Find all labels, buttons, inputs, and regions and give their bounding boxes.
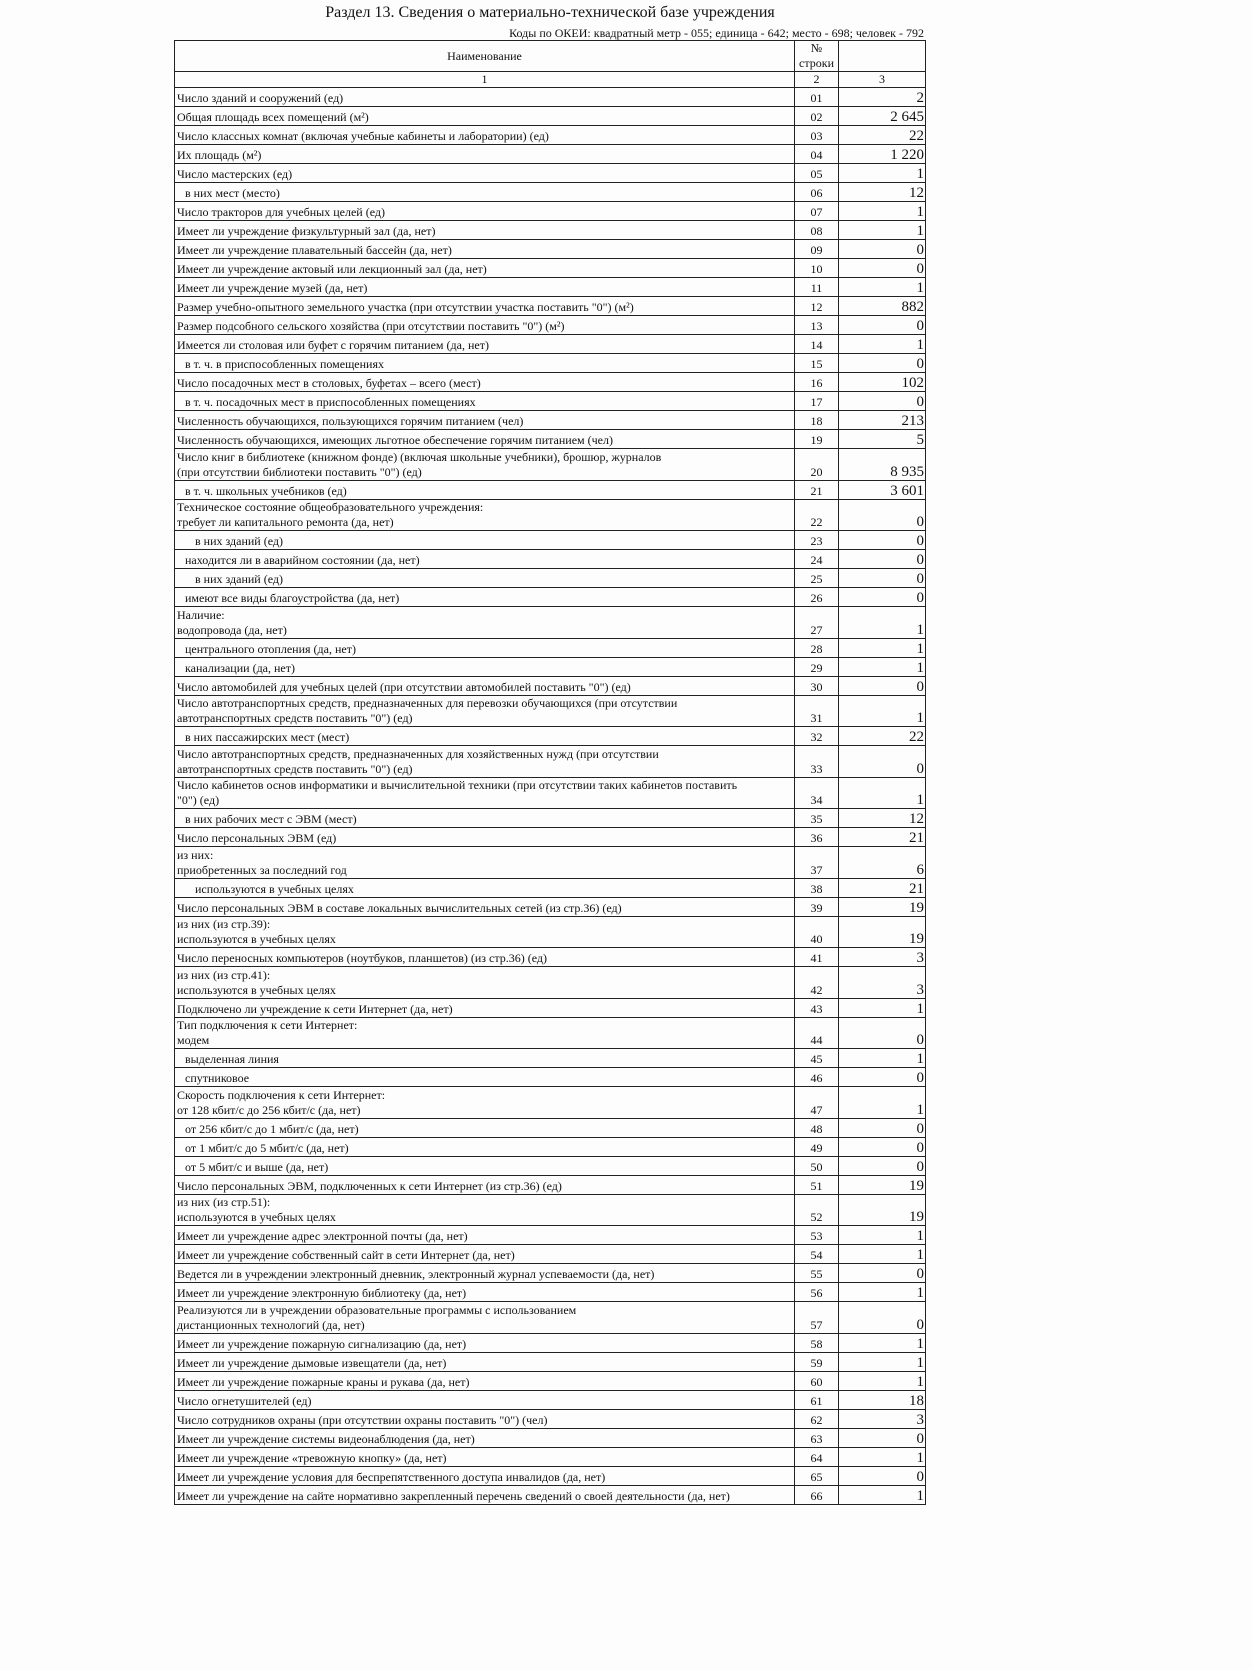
row-value: 1 (839, 1226, 926, 1245)
row-number: 27 (795, 607, 839, 639)
row-number: 25 (795, 569, 839, 588)
row-number: 54 (795, 1245, 839, 1264)
header-name: Наименование (175, 41, 795, 72)
row-name: Их площадь (м²) (175, 145, 795, 164)
row-name: в т. ч. школьных учебников (ед) (175, 480, 795, 499)
row-name: находится ли в аварийном состоянии (да, нет) (175, 550, 795, 569)
row-value: 0 (839, 1302, 926, 1334)
row-number: 29 (795, 657, 839, 676)
row-number: 26 (795, 588, 839, 607)
row-value: 0 (839, 569, 926, 588)
row-value: 19 (839, 1175, 926, 1194)
table-row (175, 1447, 926, 1466)
row-number: 57 (795, 1302, 839, 1334)
row-value: 0 (839, 499, 926, 531)
table-row (175, 145, 926, 164)
row-name: Имеет ли учреждение системы видеонаблюдения (да, нет) (175, 1428, 795, 1447)
table-row (175, 897, 926, 916)
table-row (175, 878, 926, 897)
row-name: Имеет ли учреждение адрес электронной почты (да, нет) (175, 1226, 795, 1245)
row-name: в них рабочих мест с ЭВМ (мест) (175, 809, 795, 828)
column-number-row (175, 72, 926, 88)
section-title: Раздел 13. Сведения о материально-технической базе учреждения (325, 4, 775, 21)
table-row (175, 1087, 926, 1119)
table-row (175, 695, 926, 727)
row-value: 0 (839, 392, 926, 411)
table-row (175, 411, 926, 430)
row-value: 1 (839, 1245, 926, 1264)
row-name: Техническое состояние общеобразовательного учреждения: требует ли капитального ремонта (да, нет) (175, 499, 795, 531)
row-name: Имеет ли учреждение актовый или лекционный зал (да, нет) (175, 259, 795, 278)
row-number: 36 (795, 828, 839, 847)
row-name: в них пассажирских мест (мест) (175, 727, 795, 746)
table-row (175, 1283, 926, 1302)
row-number: 37 (795, 847, 839, 879)
row-value: 0 (839, 1118, 926, 1137)
row-number: 22 (795, 499, 839, 531)
row-value: 0 (839, 1017, 926, 1049)
row-value: 1 (839, 221, 926, 240)
row-name: в т. ч. посадочных мест в приспособленных помещениях (175, 392, 795, 411)
table-row (175, 1428, 926, 1447)
row-value: 0 (839, 588, 926, 607)
table-row (175, 1137, 926, 1156)
row-name: из них (из стр.51): используются в учебных целях (175, 1194, 795, 1226)
row-value: 0 (839, 746, 926, 778)
row-name: Размер подсобного сельского хозяйства (при отсутствии поставить "0") (м²) (175, 316, 795, 335)
row-name: Тип подключения к сети Интернет: модем (175, 1017, 795, 1049)
row-name: Скорость подключения к сети Интернет: от 128 кбит/с до 256 кбит/с (да, нет) (175, 1087, 795, 1119)
row-value: 19 (839, 916, 926, 948)
table-row (175, 588, 926, 607)
table-row (175, 240, 926, 259)
row-value: 102 (839, 373, 926, 392)
row-name: Имеет ли учреждение собственный сайт в сети Интернет (да, нет) (175, 1245, 795, 1264)
row-value: 1 (839, 638, 926, 657)
row-number: 09 (795, 240, 839, 259)
row-number: 02 (795, 107, 839, 126)
table-row (175, 916, 926, 948)
row-name: центрального отопления (да, нет) (175, 638, 795, 657)
row-number: 15 (795, 354, 839, 373)
header-row (175, 41, 926, 72)
row-name: Наличие: водопровода (да, нет) (175, 607, 795, 639)
row-number: 60 (795, 1371, 839, 1390)
row-name: из них (из стр.39): используются в учебных целях (175, 916, 795, 948)
row-number: 51 (795, 1175, 839, 1194)
row-value: 1 (839, 1087, 926, 1119)
table-row (175, 1068, 926, 1087)
table-row (175, 1017, 926, 1049)
row-name: имеют все виды благоустройства (да, нет) (175, 588, 795, 607)
row-name: Численность обучающихся, имеющих льготное обеспечение горячим питанием (чел) (175, 430, 795, 449)
table-row (175, 354, 926, 373)
row-number: 42 (795, 967, 839, 999)
row-number: 30 (795, 676, 839, 695)
row-number: 32 (795, 727, 839, 746)
row-name: Число персональных ЭВМ (ед) (175, 828, 795, 847)
okei-codes: Коды по ОКЕИ: квадратный метр - 055; единица - 642; место - 698; человек - 792 (509, 26, 924, 40)
row-name: выделенная линия (175, 1049, 795, 1068)
row-name: Число автотранспортных средств, предназначенных для хозяйственных нужд (при отсутствии автотранспортных средств поставить "0") (ед) (175, 746, 795, 778)
column-number-3: 3 (839, 72, 926, 88)
row-name: Численность обучающихся, пользующихся горячим питанием (чел) (175, 411, 795, 430)
row-number: 65 (795, 1466, 839, 1485)
row-name: от 256 кбит/с до 1 мбит/с (да, нет) (175, 1118, 795, 1137)
row-value: 19 (839, 897, 926, 916)
table-row (175, 164, 926, 183)
row-name: Число персональных ЭВМ, подключенных к сети Интернет (из стр.36) (ед) (175, 1175, 795, 1194)
row-number: 45 (795, 1049, 839, 1068)
row-number: 64 (795, 1447, 839, 1466)
table-row (175, 1371, 926, 1390)
row-number: 53 (795, 1226, 839, 1245)
row-value: 1 (839, 1371, 926, 1390)
table-row (175, 746, 926, 778)
table-row (175, 392, 926, 411)
row-name: Число зданий и сооружений (ед) (175, 88, 795, 107)
row-value: 882 (839, 297, 926, 316)
row-name: Имеется ли столовая или буфет с горячим питанием (да, нет) (175, 335, 795, 354)
table-row (175, 259, 926, 278)
row-name: от 1 мбит/с до 5 мбит/с (да, нет) (175, 1137, 795, 1156)
row-name: Имеет ли учреждение дымовые извещатели (да, нет) (175, 1352, 795, 1371)
row-number: 23 (795, 531, 839, 550)
row-number: 50 (795, 1156, 839, 1175)
row-value: 21 (839, 878, 926, 897)
row-value: 0 (839, 550, 926, 569)
row-value: 0 (839, 1264, 926, 1283)
row-value: 12 (839, 809, 926, 828)
row-value: 0 (839, 1466, 926, 1485)
table-row (175, 335, 926, 354)
table-row (175, 1175, 926, 1194)
row-name: в них зданий (ед) (175, 531, 795, 550)
row-name: Реализуются ли в учреждении образовательные программы с использованием дистанционных технологий (да, нет) (175, 1302, 795, 1334)
row-number: 40 (795, 916, 839, 948)
row-value: 0 (839, 1068, 926, 1087)
row-number: 39 (795, 897, 839, 916)
row-value: 0 (839, 354, 926, 373)
row-name: Имеет ли учреждение физкультурный зал (да, нет) (175, 221, 795, 240)
row-number: 19 (795, 430, 839, 449)
row-value: 3 (839, 1409, 926, 1428)
header-value (839, 41, 926, 72)
row-name: Имеет ли учреждение на сайте нормативно закрепленный перечень сведений о своей деятельности (да, нет) (175, 1485, 795, 1504)
row-name: Ведется ли в учреждении электронный дневник, электронный журнал успеваемости (да, нет) (175, 1264, 795, 1283)
row-name: от 5 мбит/с и выше (да, нет) (175, 1156, 795, 1175)
row-value: 1 (839, 1333, 926, 1352)
row-name: Подключено ли учреждение к сети Интернет (да, нет) (175, 998, 795, 1017)
row-value: 1 (839, 278, 926, 297)
table-row (175, 727, 926, 746)
row-number: 24 (795, 550, 839, 569)
row-number: 47 (795, 1087, 839, 1119)
row-number: 10 (795, 259, 839, 278)
row-name: спутниковое (175, 1068, 795, 1087)
row-name: Имеет ли учреждение музей (да, нет) (175, 278, 795, 297)
row-value: 1 (839, 1283, 926, 1302)
row-value: 1 (839, 657, 926, 676)
row-name: в них зданий (ед) (175, 569, 795, 588)
row-number: 61 (795, 1390, 839, 1409)
table-row (175, 107, 926, 126)
row-name: Число огнетушителей (ед) (175, 1390, 795, 1409)
row-number: 16 (795, 373, 839, 392)
row-number: 46 (795, 1068, 839, 1087)
row-number: 01 (795, 88, 839, 107)
row-number: 04 (795, 145, 839, 164)
row-number: 56 (795, 1283, 839, 1302)
row-value: 22 (839, 126, 926, 145)
table-row (175, 1485, 926, 1504)
row-number: 05 (795, 164, 839, 183)
table-row (175, 1333, 926, 1352)
row-number: 11 (795, 278, 839, 297)
row-number: 55 (795, 1264, 839, 1283)
row-value: 1 220 (839, 145, 926, 164)
table-row (175, 88, 926, 107)
table-row (175, 221, 926, 240)
row-value: 1 (839, 202, 926, 221)
row-value: 213 (839, 411, 926, 430)
table-row (175, 1302, 926, 1334)
row-name: Число тракторов для учебных целей (ед) (175, 202, 795, 221)
row-value: 19 (839, 1194, 926, 1226)
row-value: 22 (839, 727, 926, 746)
row-name: Число автомобилей для учебных целей (при отсутствии автомобилей поставить "0") (ед) (175, 676, 795, 695)
column-number-1: 1 (175, 72, 795, 88)
row-number: 21 (795, 480, 839, 499)
row-name: Число автотранспортных средств, предназначенных для перевозки обучающихся (при отсутствии автотранспортных средств поставить "0") (ед) (175, 695, 795, 727)
row-name: Число посадочных мест в столовых, буфетах – всего (мест) (175, 373, 795, 392)
row-number: 07 (795, 202, 839, 221)
row-value: 3 (839, 948, 926, 967)
row-name: Имеет ли учреждение условия для беспрепятственного доступа инвалидов (да, нет) (175, 1466, 795, 1485)
row-number: 62 (795, 1409, 839, 1428)
table-row (175, 373, 926, 392)
table-row (175, 297, 926, 316)
table-row (175, 1466, 926, 1485)
table-row (175, 1245, 926, 1264)
row-value: 3 (839, 967, 926, 999)
row-number: 49 (795, 1137, 839, 1156)
row-number: 66 (795, 1485, 839, 1504)
table-row (175, 449, 926, 481)
row-number: 33 (795, 746, 839, 778)
table-row (175, 430, 926, 449)
row-number: 18 (795, 411, 839, 430)
table-row (175, 126, 926, 145)
row-number: 08 (795, 221, 839, 240)
table-row (175, 1118, 926, 1137)
row-value: 2 645 (839, 107, 926, 126)
row-number: 38 (795, 878, 839, 897)
table-row (175, 1049, 926, 1068)
row-value: 5 (839, 430, 926, 449)
row-name: Число персональных ЭВМ в составе локальных вычислительных сетей (из стр.36) (ед) (175, 897, 795, 916)
row-name: Имеет ли учреждение пожарную сигнализацию (да, нет) (175, 1333, 795, 1352)
table-row (175, 1156, 926, 1175)
table-row (175, 499, 926, 531)
row-name: Число сотрудников охраны (при отсутствии охраны поставить "0") (чел) (175, 1409, 795, 1428)
table-row (175, 1409, 926, 1428)
row-number: 44 (795, 1017, 839, 1049)
table-row (175, 569, 926, 588)
table-row (175, 1352, 926, 1371)
row-value: 21 (839, 828, 926, 847)
row-name: Число кабинетов основ информатики и вычислительной техники (при отсутствии таких кабинетов поставить "0") (ед) (175, 777, 795, 809)
row-name: в т. ч. в приспособленных помещениях (175, 354, 795, 373)
row-name: канализации (да, нет) (175, 657, 795, 676)
row-name: Общая площадь всех помещений (м²) (175, 107, 795, 126)
row-value: 1 (839, 1447, 926, 1466)
row-value: 1 (839, 998, 926, 1017)
row-number: 12 (795, 297, 839, 316)
row-value: 1 (839, 1485, 926, 1504)
table-row (175, 278, 926, 297)
row-value: 12 (839, 183, 926, 202)
row-number: 13 (795, 316, 839, 335)
row-name: Имеет ли учреждение пожарные краны и рукава (да, нет) (175, 1371, 795, 1390)
table-row (175, 676, 926, 695)
row-number: 52 (795, 1194, 839, 1226)
row-number: 20 (795, 449, 839, 481)
table-row (175, 1194, 926, 1226)
row-number: 14 (795, 335, 839, 354)
row-value: 6 (839, 847, 926, 879)
row-number: 31 (795, 695, 839, 727)
table-row (175, 657, 926, 676)
row-value: 0 (839, 1428, 926, 1447)
row-value: 2 (839, 88, 926, 107)
table-row (175, 183, 926, 202)
row-value: 0 (839, 676, 926, 695)
row-number: 03 (795, 126, 839, 145)
material-base-table (174, 40, 926, 1505)
row-value: 18 (839, 1390, 926, 1409)
row-value: 1 (839, 164, 926, 183)
table-row (175, 967, 926, 999)
table-row (175, 1264, 926, 1283)
row-number: 48 (795, 1118, 839, 1137)
row-number: 35 (795, 809, 839, 828)
row-name: Имеет ли учреждение электронную библиотеку (да, нет) (175, 1283, 795, 1302)
row-name: Число классных комнат (включая учебные кабинеты и лаборатории) (ед) (175, 126, 795, 145)
row-name: в них мест (место) (175, 183, 795, 202)
table-row (175, 998, 926, 1017)
table-row (175, 948, 926, 967)
row-value: 1 (839, 1352, 926, 1371)
table-row (175, 828, 926, 847)
row-name: Размер учебно-опытного земельного участка (при отсутствии участка поставить "0") (м²) (175, 297, 795, 316)
row-value: 0 (839, 316, 926, 335)
row-value: 0 (839, 531, 926, 550)
row-value: 0 (839, 1137, 926, 1156)
row-number: 06 (795, 183, 839, 202)
table-row (175, 607, 926, 639)
row-value: 8 935 (839, 449, 926, 481)
row-name: используются в учебных целях (175, 878, 795, 897)
table-row (175, 531, 926, 550)
row-number: 34 (795, 777, 839, 809)
header-row-no: № строки (795, 41, 839, 72)
row-name: из них: приобретенных за последний год (175, 847, 795, 879)
row-number: 63 (795, 1428, 839, 1447)
row-value: 1 (839, 777, 926, 809)
column-number-2: 2 (795, 72, 839, 88)
row-value: 3 601 (839, 480, 926, 499)
table-row (175, 638, 926, 657)
table-row (175, 1390, 926, 1409)
row-number: 59 (795, 1352, 839, 1371)
row-value: 1 (839, 695, 926, 727)
row-name: Имеет ли учреждение плавательный бассейн (да, нет) (175, 240, 795, 259)
table-row (175, 809, 926, 828)
row-value: 1 (839, 1049, 926, 1068)
table-row (175, 847, 926, 879)
row-number: 43 (795, 998, 839, 1017)
row-name: Число переносных компьютеров (ноутбуков, планшетов) (из стр.36) (ед) (175, 948, 795, 967)
table-row (175, 316, 926, 335)
row-number: 41 (795, 948, 839, 967)
row-value: 0 (839, 259, 926, 278)
table-row (175, 480, 926, 499)
row-number: 28 (795, 638, 839, 657)
row-name: Число книг в библиотеке (книжном фонде) (включая школьные учебники), брошюр, журналов (при отсутствии библиотеки поставить "0") (ед) (175, 449, 795, 481)
row-value: 0 (839, 240, 926, 259)
row-number: 17 (795, 392, 839, 411)
row-name: Число мастерских (ед) (175, 164, 795, 183)
table-row (175, 202, 926, 221)
row-value: 1 (839, 335, 926, 354)
table-row (175, 550, 926, 569)
table-row (175, 1226, 926, 1245)
table-row (175, 777, 926, 809)
row-value: 0 (839, 1156, 926, 1175)
row-number: 58 (795, 1333, 839, 1352)
row-name: Имеет ли учреждение «тревожную кнопку» (да, нет) (175, 1447, 795, 1466)
row-value: 1 (839, 607, 926, 639)
row-name: из них (из стр.41): используются в учебных целях (175, 967, 795, 999)
